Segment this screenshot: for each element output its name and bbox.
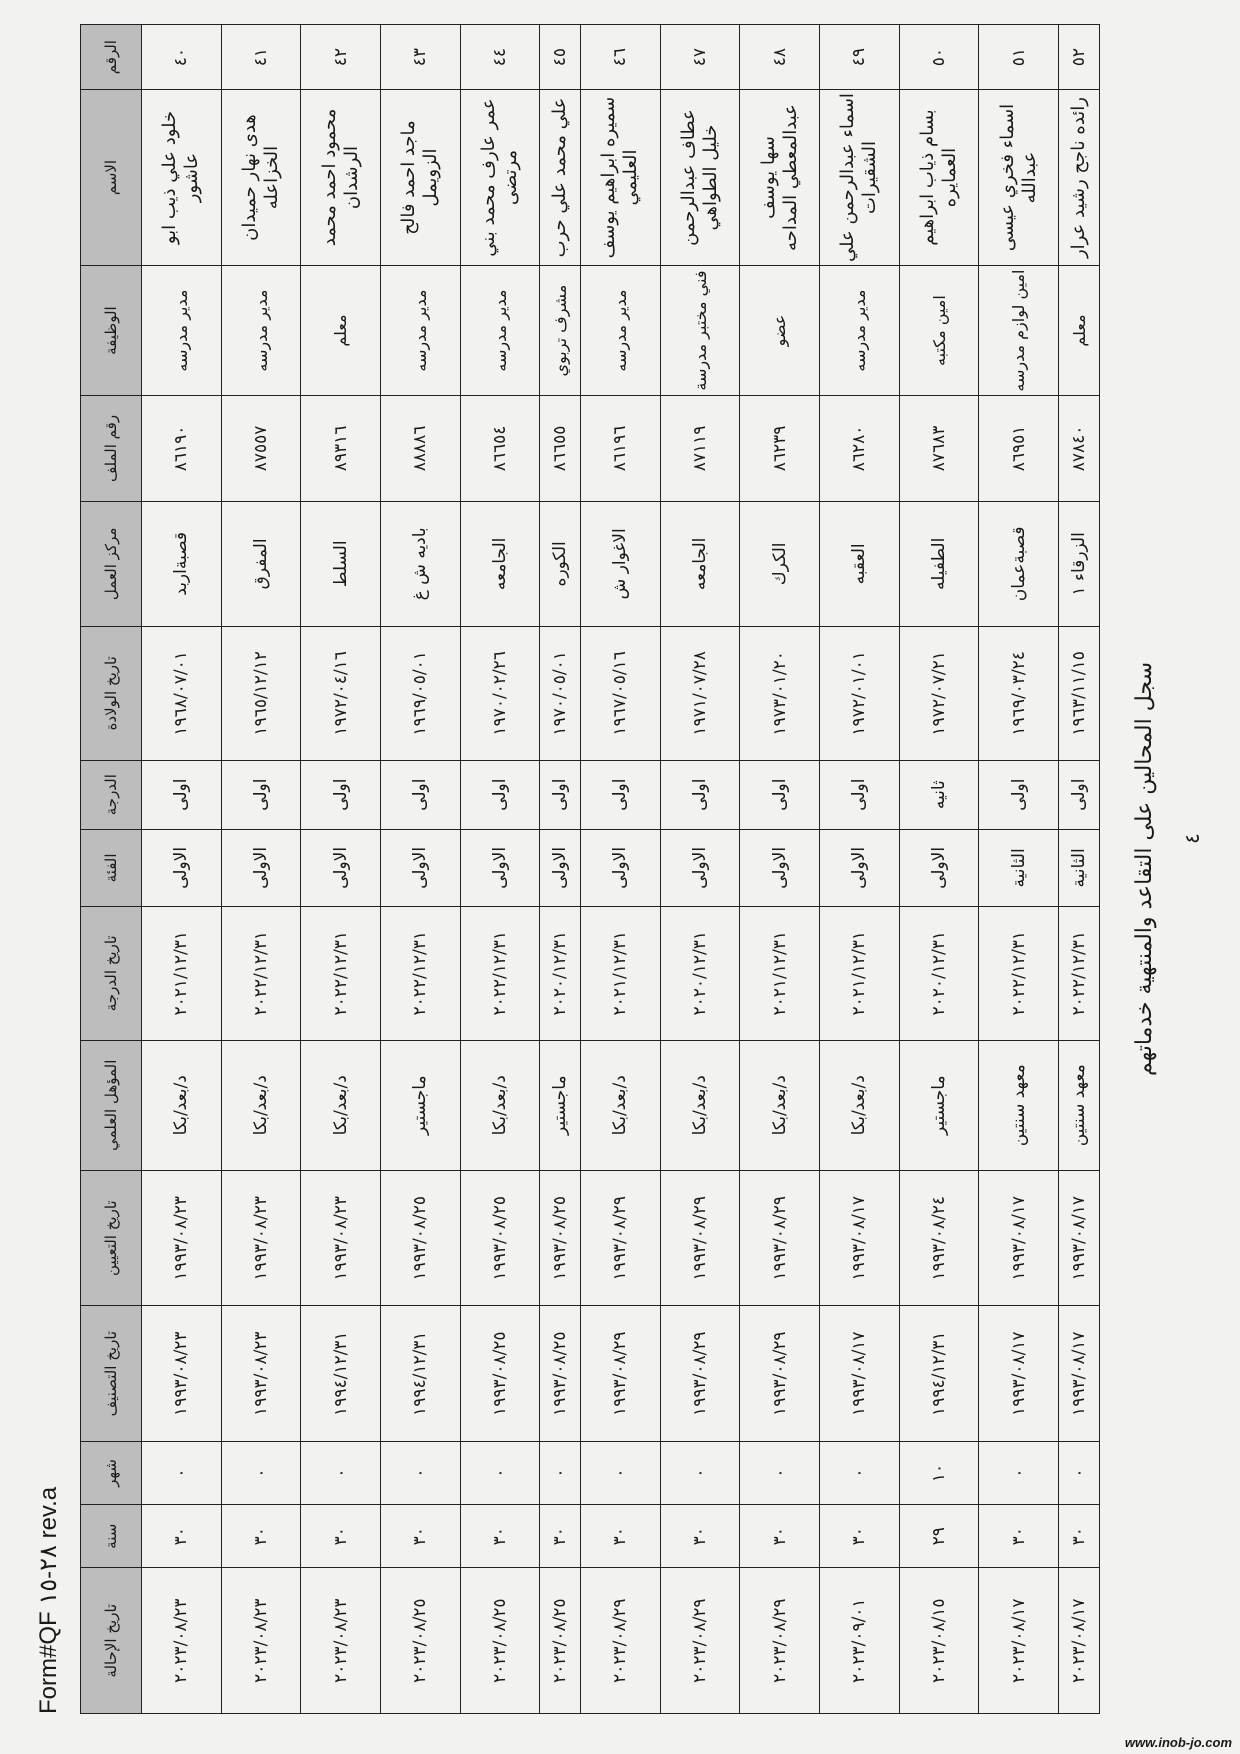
cell-degree-date: ٢٠٢٢/١٢/٣١ (1059, 907, 1100, 1040)
cell-qual: معهد سنتين (1059, 1040, 1100, 1170)
cell-year: ٣٠ (1059, 1505, 1100, 1568)
cell-classif: ١٩٩٤/١٢/٣١ (381, 1306, 461, 1441)
cell-no: ٤٠ (142, 25, 222, 90)
cell-no: ٤٢ (301, 25, 381, 90)
cell-center: السلط (301, 501, 381, 626)
cell-job: معلم (1059, 265, 1100, 395)
cell-retire: ٢٠٢٣/٠٨/٢٩ (740, 1568, 820, 1714)
cell-year: ٣٠ (460, 1505, 540, 1568)
cell-classif: ١٩٩٣/٠٨/٢٣ (221, 1306, 301, 1441)
cell-birth: ١٩٧٢/٠١/٠١ (820, 627, 900, 760)
cell-appoint: ١٩٩٣/٠٨/٢٩ (740, 1170, 820, 1305)
cell-category: الاولى (221, 829, 301, 906)
cell-classif: ١٩٩٣/٠٨/٢٩ (660, 1306, 740, 1441)
table-row (740, 25, 820, 1714)
cell-degree: اولى (381, 760, 461, 829)
cell-appoint: ١٩٩٣/٠٨/١٧ (820, 1170, 900, 1305)
table-row (820, 25, 900, 1714)
cell-degree-date: ٢٠٢٢/١٢/٣١ (221, 907, 301, 1040)
column-header: الرقم (81, 25, 142, 90)
cell-name: سها يوسف عبدالمعطي المداحه (740, 90, 820, 266)
retirement-table (80, 24, 1100, 1714)
cell-classif: ١٩٩٤/١٢/٣١ (301, 1306, 381, 1441)
column-header: الفئة (81, 829, 142, 906)
table-row (142, 25, 222, 1714)
cell-month: ٠ (1059, 1441, 1100, 1504)
table-row (540, 25, 581, 1714)
table-row (381, 25, 461, 1714)
table-row (301, 25, 381, 1714)
cell-qual: ماجستير (899, 1040, 979, 1170)
cell-job: مشرف تربوي (540, 265, 581, 395)
cell-center: الكوره (540, 501, 581, 626)
cell-month: ٠ (740, 1441, 820, 1504)
cell-name: عمر عارف محمد بني مرتضى (460, 90, 540, 266)
cell-category: الثانية (1059, 829, 1100, 906)
table-row (899, 25, 979, 1714)
cell-retire: ٢٠٢٣/٠٨/٢٣ (301, 1568, 381, 1714)
cell-retire: ٢٠٢٣/٠٨/٢٥ (540, 1568, 581, 1714)
cell-category: الاولى (899, 829, 979, 906)
column-header: سنة (81, 1505, 142, 1568)
cell-qual: د/بعد/بكا (460, 1040, 540, 1170)
page-title: سجل المحالين على التقاعد والمنتهية خدماتهم (1132, 661, 1157, 1077)
cell-name: رائده ناجح رشيد عرار (1059, 90, 1100, 266)
column-header: الوظيفة (81, 265, 142, 395)
cell-retire: ٢٠٢٣/٠٨/٢٣ (221, 1568, 301, 1714)
cell-file: ٨٨٨٨٦ (381, 396, 461, 501)
cell-file: ٨٩٣١٦ (301, 396, 381, 501)
table-body (142, 25, 1100, 1714)
cell-degree-date: ٢٠٢١/١٢/٣١ (142, 907, 222, 1040)
cell-degree: اولى (660, 760, 740, 829)
cell-file: ٨٦٦٥٤ (460, 396, 540, 501)
cell-degree: اولى (460, 760, 540, 829)
table-row (460, 25, 540, 1714)
cell-birth: ١٩٦٣/١١/١٥ (1059, 627, 1100, 760)
cell-center: الزرقاء ١ (1059, 501, 1100, 626)
cell-job: مدير مدرسه (142, 265, 222, 395)
cell-appoint: ١٩٩٣/٠٨/٢٩ (660, 1170, 740, 1305)
cell-classif: ١٩٩٤/١٢/٣١ (899, 1306, 979, 1441)
cell-category: الثانية (979, 829, 1059, 906)
cell-classif: ١٩٩٣/٠٨/١٧ (820, 1306, 900, 1441)
cell-year: ٣٠ (540, 1505, 581, 1568)
column-header: شهر (81, 1441, 142, 1504)
cell-no: ٥٢ (1059, 25, 1100, 90)
cell-degree: اولى (301, 760, 381, 829)
cell-appoint: ١٩٩٣/٠٨/٢٥ (460, 1170, 540, 1305)
cell-center: الجامعه (660, 501, 740, 626)
cell-degree: ثانيه (899, 760, 979, 829)
cell-year: ٣٠ (381, 1505, 461, 1568)
cell-year: ٣٠ (660, 1505, 740, 1568)
page-number: ٤ (1180, 833, 1204, 844)
cell-month: ٠ (660, 1441, 740, 1504)
cell-retire: ٢٠٢٣/٠٨/١٧ (1059, 1568, 1100, 1714)
cell-degree: اولى (740, 760, 820, 829)
cell-year: ٣٠ (221, 1505, 301, 1568)
cell-appoint: ١٩٩٣/٠٨/٢٣ (142, 1170, 222, 1305)
column-header: تاريخ التصنيف (81, 1306, 142, 1441)
cell-job: عضو (740, 265, 820, 395)
cell-name: بسام ذياب ابراهيم العمايره (899, 90, 979, 266)
cell-retire: ٢٠٢٣/٠٨/١٧ (979, 1568, 1059, 1714)
cell-month: ٠ (820, 1441, 900, 1504)
cell-year: ٣٠ (740, 1505, 820, 1568)
cell-file: ٨٧٦٨٣ (899, 396, 979, 501)
cell-birth: ١٩٦٧/٠٥/١٦ (581, 627, 661, 760)
column-header: الاسم (81, 90, 142, 266)
cell-year: ٣٠ (142, 1505, 222, 1568)
cell-month: ١٠ (899, 1441, 979, 1504)
cell-degree: اولى (1059, 760, 1100, 829)
cell-qual: د/بعد/بكا (301, 1040, 381, 1170)
cell-name: محمود احمد محمد الرشدان (301, 90, 381, 266)
cell-no: ٥١ (979, 25, 1059, 90)
column-header: رقم الملف (81, 396, 142, 501)
cell-job: امين مكتبه (899, 265, 979, 395)
cell-job: معلم (301, 265, 381, 395)
cell-month: ٠ (460, 1441, 540, 1504)
cell-job: مدير مدرسه (381, 265, 461, 395)
cell-month: ٠ (142, 1441, 222, 1504)
cell-name: اسماء عبدالرحمن علي الشقيرات (820, 90, 900, 266)
cell-month: ٠ (221, 1441, 301, 1504)
cell-month: ٠ (581, 1441, 661, 1504)
cell-birth: ١٩٧١/٠٧/٢٨ (660, 627, 740, 760)
cell-category: الاولى (142, 829, 222, 906)
cell-year: ٣٠ (979, 1505, 1059, 1568)
cell-job: فني مختبر مدرسة (660, 265, 740, 395)
cell-degree: اولى (142, 760, 222, 829)
cell-retire: ٢٠٢٣/٠٨/٢٣ (142, 1568, 222, 1714)
cell-birth: ١٩٧٢/٠٤/١٦ (301, 627, 381, 760)
cell-job: امين لوازم مدرسه (979, 265, 1059, 395)
cell-degree-date: ٢٠٢٢/١٢/٣١ (460, 907, 540, 1040)
cell-degree: اولى (221, 760, 301, 829)
cell-classif: ١٩٩٣/٠٨/١٧ (1059, 1306, 1100, 1441)
cell-birth: ١٩٧٠/٠٢/٢٦ (460, 627, 540, 760)
cell-appoint: ١٩٩٣/٠٨/٢٥ (381, 1170, 461, 1305)
column-header: تاريخ الإحالة (81, 1568, 142, 1714)
cell-file: ٨٦٢٣٩ (740, 396, 820, 501)
cell-name: عطاف عبدالرحمن خليل الطواهي (660, 90, 740, 266)
cell-appoint: ١٩٩٣/٠٨/٢٥ (540, 1170, 581, 1305)
cell-degree: اولى (979, 760, 1059, 829)
cell-retire: ٢٠٢٣/٠٨/٢٥ (460, 1568, 540, 1714)
cell-name: اسماء فخري عيسى عبدالله (979, 90, 1059, 266)
cell-center: الكرك (740, 501, 820, 626)
cell-classif: ١٩٩٣/٠٨/٢٥ (540, 1306, 581, 1441)
cell-file: ٨٧٨٤٠ (1059, 396, 1100, 501)
column-header: تاريخ الولادة (81, 627, 142, 760)
cell-center: العقبه (820, 501, 900, 626)
cell-qual: د/بعد/بكا (581, 1040, 661, 1170)
cell-appoint: ١٩٩٣/٠٨/٢٣ (221, 1170, 301, 1305)
cell-job: مدير مدرسه (221, 265, 301, 395)
cell-center: الاغوار ش (581, 501, 661, 626)
cell-file: ٨٧١١٩ (660, 396, 740, 501)
cell-qual: د/بعد/بكا (142, 1040, 222, 1170)
cell-no: ٤٣ (381, 25, 461, 90)
cell-month: ٠ (979, 1441, 1059, 1504)
cell-file: ٨٦١٩٦ (581, 396, 661, 501)
column-header: تاريخ الدرجة (81, 907, 142, 1040)
cell-job: مدير مدرسه (460, 265, 540, 395)
cell-degree-date: ٢٠٢٢/١٢/٣١ (979, 907, 1059, 1040)
header-row (81, 25, 142, 1714)
cell-retire: ٢٠٢٣/٠٨/٢٩ (660, 1568, 740, 1714)
cell-year: ٣٠ (820, 1505, 900, 1568)
cell-retire: ٢٠٢٣/٠٩/٠١ (820, 1568, 900, 1714)
cell-center: باديه ش غ (381, 501, 461, 626)
cell-category: الاولى (381, 829, 461, 906)
cell-no: ٤٦ (581, 25, 661, 90)
cell-degree-date: ٢٠٢٠/١٢/٣١ (660, 907, 740, 1040)
cell-birth: ١٩٧٢/٠٧/٢١ (899, 627, 979, 760)
cell-year: ٣٠ (301, 1505, 381, 1568)
cell-no: ٤٤ (460, 25, 540, 90)
cell-retire: ٢٠٢٣/٠٨/١٥ (899, 1568, 979, 1714)
cell-birth: ١٩٧٣/٠١/٢٠ (740, 627, 820, 760)
watermark: www.inob-jo.com (1124, 1735, 1232, 1750)
cell-classif: ١٩٩٣/٠٨/٢٣ (142, 1306, 222, 1441)
column-header: الدرجة (81, 760, 142, 829)
cell-file: ٨٦٢٨٠ (820, 396, 900, 501)
cell-degree-date: ٢٠٢٠/١٢/٣١ (899, 907, 979, 1040)
cell-no: ٤٨ (740, 25, 820, 90)
cell-qual: د/بعد/بكا (660, 1040, 740, 1170)
cell-month: ٠ (381, 1441, 461, 1504)
cell-center: الجامعه (460, 501, 540, 626)
cell-center: قصبةاربد (142, 501, 222, 626)
cell-appoint: ١٩٩٣/٠٨/١٧ (1059, 1170, 1100, 1305)
cell-name: ماجد احمد فالح الزويمل (381, 90, 461, 266)
cell-name: خلود علي ذيب ابو عاشور (142, 90, 222, 266)
cell-category: الاولى (460, 829, 540, 906)
cell-no: ٤٧ (660, 25, 740, 90)
cell-category: الاولى (660, 829, 740, 906)
cell-qual: معهد سنتين (979, 1040, 1059, 1170)
cell-appoint: ١٩٩٣/٠٨/٢٩ (581, 1170, 661, 1305)
cell-month: ٠ (301, 1441, 381, 1504)
cell-name: سميره ابراهيم يوسف العليمي (581, 90, 661, 266)
cell-qual: ماجستير (381, 1040, 461, 1170)
cell-name: علي محمد علي حرب (540, 90, 581, 266)
cell-qual: ماجستير (540, 1040, 581, 1170)
cell-no: ٤١ (221, 25, 301, 90)
cell-qual: د/بعد/بكا (221, 1040, 301, 1170)
cell-retire: ٢٠٢٣/٠٨/٢٥ (381, 1568, 461, 1714)
cell-classif: ١٩٩٣/٠٨/٢٩ (740, 1306, 820, 1441)
cell-center: الطفيله (899, 501, 979, 626)
cell-month: ٠ (540, 1441, 581, 1504)
column-header: المؤهل العلمي (81, 1040, 142, 1170)
cell-category: الاولى (301, 829, 381, 906)
cell-degree: اولى (581, 760, 661, 829)
cell-degree-date: ٢٠٢٢/١٢/٣١ (381, 907, 461, 1040)
cell-qual: د/بعد/بكا (820, 1040, 900, 1170)
cell-birth: ١٩٦٩/٠٣/٢٤ (979, 627, 1059, 760)
cell-file: ٨٦٩٥١ (979, 396, 1059, 501)
cell-name: هدى نهار حميدان الخزاعله (221, 90, 301, 266)
cell-center: قصبةعمان (979, 501, 1059, 626)
cell-year: ٣٠ (581, 1505, 661, 1568)
cell-birth: ١٩٧٠/٠٥/٠١ (540, 627, 581, 760)
cell-degree-date: ٢٠٢١/١٢/٣١ (581, 907, 661, 1040)
cell-category: الاولى (740, 829, 820, 906)
cell-degree: اولى (540, 760, 581, 829)
table-row (660, 25, 740, 1714)
cell-file: ٨٧٥٥٧ (221, 396, 301, 501)
cell-degree-date: ٢٠٢١/١٢/٣١ (820, 907, 900, 1040)
cell-category: الاولى (581, 829, 661, 906)
cell-category: الاولى (820, 829, 900, 906)
cell-appoint: ١٩٩٣/٠٨/٢٤ (899, 1170, 979, 1305)
cell-birth: ١٩٦٨/٠٧/٠١ (142, 627, 222, 760)
cell-no: ٤٩ (820, 25, 900, 90)
cell-center: المفرق (221, 501, 301, 626)
table-row (581, 25, 661, 1714)
cell-appoint: ١٩٩٣/٠٨/٢٣ (301, 1170, 381, 1305)
cell-file: ٨٦٦٥٥ (540, 396, 581, 501)
cell-qual: د/بعد/بكا (740, 1040, 820, 1170)
form-code: Form#QF ٢٨-١٥ rev.a (35, 1486, 62, 1714)
cell-degree-date: ٢٠٢١/١٢/٣١ (740, 907, 820, 1040)
cell-degree-date: ٢٠٢٠/١٢/٣١ (540, 907, 581, 1040)
cell-file: ٨٦١٩٠ (142, 396, 222, 501)
cell-job: مدير مدرسه (820, 265, 900, 395)
cell-no: ٤٥ (540, 25, 581, 90)
cell-category: الاولى (540, 829, 581, 906)
rotated-page (35, 24, 1204, 1714)
cell-birth: ١٩٦٥/١٢/١٢ (221, 627, 301, 760)
cell-degree: اولى (820, 760, 900, 829)
column-header: مركز العمل (81, 501, 142, 626)
cell-job: مدير مدرسه (581, 265, 661, 395)
table-row (979, 25, 1059, 1714)
cell-no: ٥٠ (899, 25, 979, 90)
cell-year: ٢٩ (899, 1505, 979, 1568)
cell-birth: ١٩٦٩/٠٥/٠١ (381, 627, 461, 760)
cell-retire: ٢٠٢٣/٠٨/٢٩ (581, 1568, 661, 1714)
cell-classif: ١٩٩٣/٠٨/٢٩ (581, 1306, 661, 1441)
table-row (1059, 25, 1100, 1714)
cell-classif: ١٩٩٣/٠٨/١٧ (979, 1306, 1059, 1441)
cell-degree-date: ٢٠٢٢/١٢/٣١ (301, 907, 381, 1040)
column-header: تاريخ التعيين (81, 1170, 142, 1305)
cell-appoint: ١٩٩٣/٠٨/١٧ (979, 1170, 1059, 1305)
table-row (221, 25, 301, 1714)
cell-classif: ١٩٩٣/٠٨/٢٥ (460, 1306, 540, 1441)
